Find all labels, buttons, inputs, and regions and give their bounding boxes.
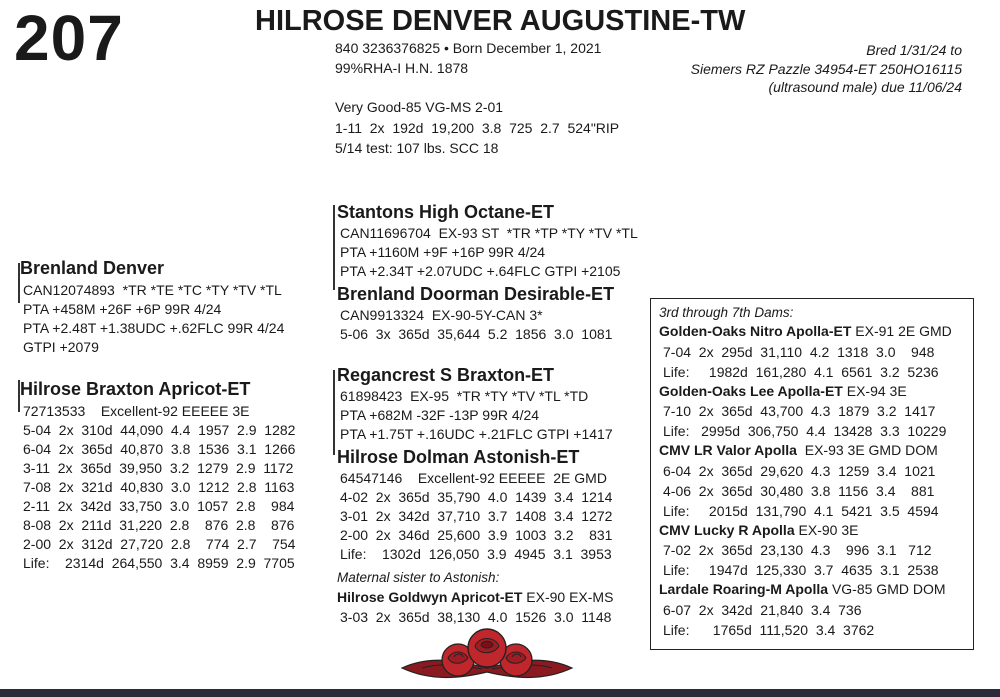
sire-name: Brenland Denver [20, 258, 165, 278]
ancestor-dam-row: 7-02 2x 365d 23,130 4.3 996 3.1 712 [663, 542, 932, 558]
sire-dam-block [337, 283, 614, 344]
dams-header: 3rd through 7th Dams: [659, 305, 794, 320]
dam-line: 2-00 2x 312d 27,720 2.8 774 2.7 754 [23, 536, 296, 552]
rose-logo-icon [392, 624, 582, 692]
ancestor-dam-name: CMV LR Valor Apolla EX-93 3E GMD DOM [659, 442, 938, 458]
dam-line: 3-11 2x 365d 39,950 3.2 1279 2.9 1172 [23, 460, 294, 476]
sire-sire-block [337, 201, 638, 281]
ancestor-dam-row: Life: 1982d 161,280 4.1 6561 3.2 5236 [663, 363, 939, 380]
bred-line: Siemers RZ Pazzle 34954-ET 250HO16115 [690, 60, 962, 77]
bred-line: (ultrasound male) due 11/06/24 [768, 79, 962, 95]
dam-dam-name: Hilrose Dolman Astonish-ET [337, 447, 580, 467]
sister-block [337, 588, 613, 627]
sire-sire-line: PTA +2.34T +2.07UDC +.64FLC GTPI +2105 [340, 263, 621, 279]
sire-sire-name: Stantons High Octane-ET [337, 202, 555, 222]
ancestor-dam-name: Golden-Oaks Nitro Apolla-ET EX-91 2E GMD [659, 323, 952, 339]
dam-line: 6-04 2x 365d 40,870 3.8 1536 3.1 1266 [23, 441, 296, 457]
sister-class: EX-90 EX-MS [522, 589, 614, 605]
ancestor-dam-name: Lardale Roaring-M Apolla VG-85 GMD DOM [659, 581, 946, 597]
sire-dam-line: CAN9913324 EX-90-5Y-CAN 3* [340, 307, 543, 323]
sire-line: CAN12074893 *TR *TE *TC *TY *TV *TL [23, 282, 282, 298]
sire-dam-line: 5-06 3x 365d 35,644 5.2 1856 3.0 1081 [340, 326, 613, 342]
sire-block [20, 257, 284, 357]
dam-dam-line: 4-02 2x 365d 35,790 4.0 1439 3.4 1214 [340, 489, 613, 505]
cow-title: HILROSE DENVER AUGUSTINE-TW [255, 5, 746, 37]
dam-sire-line: PTA +1.75T +.16UDC +.21FLC GTPI +1417 [340, 426, 613, 442]
sire-line: GTPI +2079 [23, 339, 99, 355]
dam-line: 7-08 2x 321d 40,830 3.0 1212 2.8 1163 [23, 479, 295, 495]
ancestor-dam-row: 7-10 2x 365d 43,700 4.3 1879 3.2 1417 [663, 403, 936, 419]
sire-line: PTA +2.48T +1.38UDC +.62FLC 99R 4/24 [23, 320, 285, 336]
classification: Very Good-85 VG-MS 2-01 [335, 99, 504, 115]
sire-sire-line: PTA +1160M +9F +16P 99R 4/24 [340, 244, 546, 260]
dam-line: 2-11 2x 342d 33,750 3.0 1057 2.8 984 [23, 498, 295, 514]
ancestor-dam-name: Golden-Oaks Lee Apolla-ET EX-94 3E [659, 382, 907, 399]
sire-dam-name: Brenland Doorman Desirable-ET [337, 284, 615, 304]
footer-bar [0, 689, 1000, 697]
ancestor-dam-row: Life: 1765d 111,520 3.4 3762 [663, 621, 875, 638]
lot-number: 207 [14, 2, 124, 74]
ancestor-dam-row: 4-06 2x 365d 30,480 3.8 1156 3.4 881 [663, 482, 935, 499]
dam-sire-name: Regancrest S Braxton-ET [337, 365, 555, 385]
ancestor-dam-row: 6-04 2x 365d 29,620 4.3 1259 3.4 1021 [663, 462, 936, 479]
rha-line: 99%RHA-I H.N. 1878 [335, 60, 469, 76]
dam-line: Life: 2314d 264,550 3.4 8959 2.9 7705 [23, 555, 295, 571]
dam-dam-block [337, 446, 612, 564]
maternal-note: Maternal sister to Astonish: [337, 570, 500, 585]
sire-line: PTA +458M +26F +6P 99R 4/24 [23, 301, 222, 317]
bred-line: Bred 1/31/24 to [866, 42, 962, 58]
dam-line: 8-08 2x 211d 31,220 2.8 876 2.8 876 [23, 517, 295, 533]
dam-line: 5-04 2x 310d 44,090 4.4 1957 2.9 1282 [23, 422, 296, 438]
sister-name: Hilrose Goldwyn Apricot-ET [337, 589, 523, 605]
dam-dam-line: 3-01 2x 342d 37,710 3.7 1408 3.4 1272 [340, 508, 613, 524]
pedigree-bracket [333, 205, 335, 290]
dams-box [650, 298, 974, 650]
sister-line: 3-03 2x 365d 38,130 4.0 1526 3.0 1148 [340, 609, 612, 625]
dam-dam-line: 64547146 Excellent-92 EEEEE 2E GMD [340, 470, 607, 486]
dam-name: Hilrose Braxton Apricot-ET [20, 379, 251, 399]
id-line: 840 3236376825 • Born December 1, 2021 [335, 40, 602, 56]
ancestor-dam-row: 6-07 2x 342d 21,840 3.4 736 [663, 601, 862, 618]
dam-block [20, 378, 295, 573]
ancestor-dam-row: Life: 2015d 131,790 4.1 5421 3.5 4594 [663, 502, 939, 519]
sire-sire-line: CAN11696704 EX-93 ST *TR *TP *TY *TV *TL [340, 225, 638, 241]
ancestor-dam-row: Life: 2995d 306,750 4.4 13428 3.3 10229 [663, 423, 947, 439]
dam-line: 72713533 Excellent-92 EEEEE 3E [23, 403, 250, 419]
ancestor-dam-row: Life: 1947d 125,330 3.7 4635 3.1 2538 [663, 562, 939, 578]
ancestor-dam-name: CMV Lucky R Apolla EX-90 3E [659, 521, 859, 538]
dam-dam-line: 2-00 2x 346d 25,600 3.9 1003 3.2 831 [340, 527, 613, 543]
dam-dam-line: Life: 1302d 126,050 3.9 4945 3.1 3953 [340, 546, 612, 562]
dam-sire-block [337, 364, 613, 444]
pedigree-bracket [333, 370, 335, 455]
bred-info [691, 41, 962, 97]
dam-sire-line: 61898423 EX-95 *TR *TY *TV *TL *TD [340, 388, 589, 404]
test-line: 5/14 test: 107 lbs. SCC 18 [335, 140, 499, 156]
dam-sire-line: PTA +682M -32F -13P 99R 4/24 [340, 407, 540, 423]
ancestor-dam-row: 7-04 2x 295d 31,110 4.2 1318 3.0 948 [663, 343, 935, 360]
record-line: 1-11 2x 192d 19,200 3.8 725 2.7 524"RIP [335, 120, 620, 136]
